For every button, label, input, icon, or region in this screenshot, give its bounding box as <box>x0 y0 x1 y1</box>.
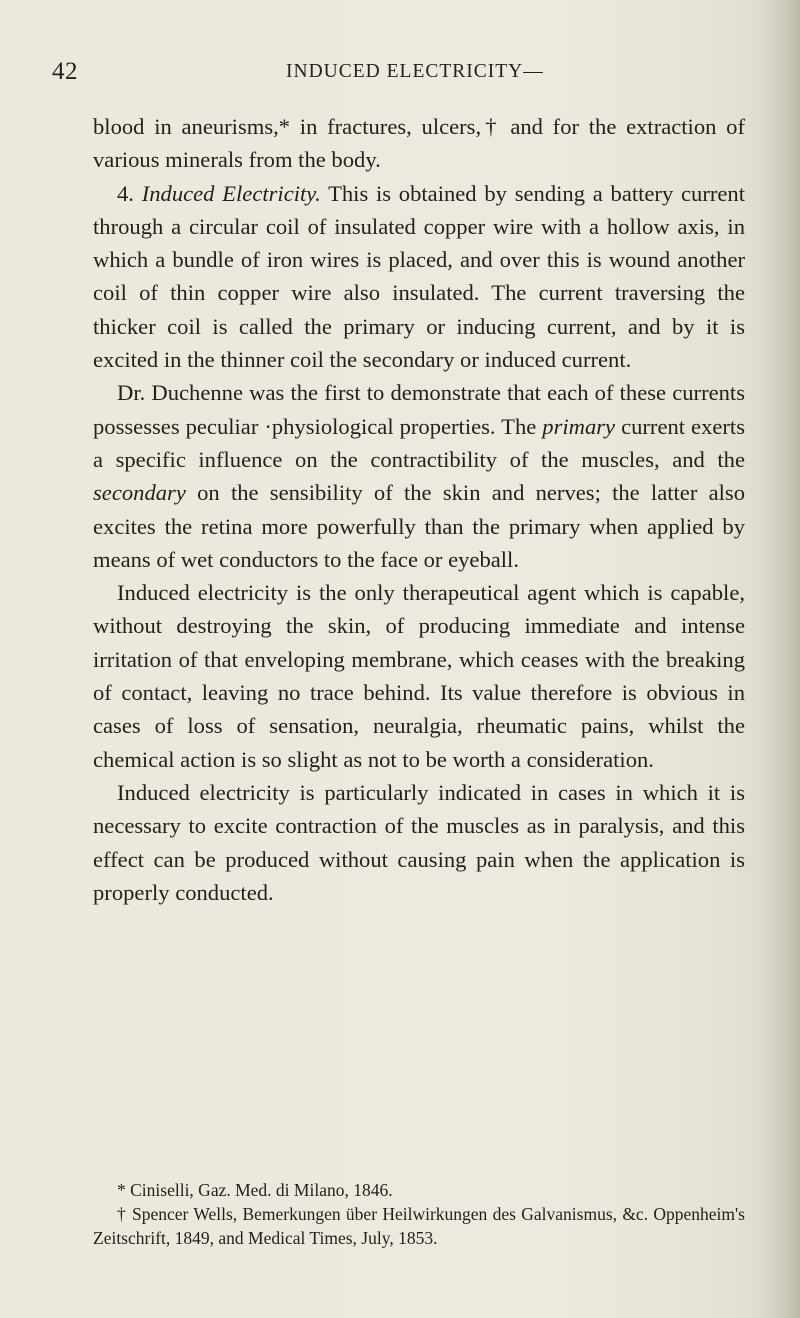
paragraph-text: Dr. Duchenne was the first to demonstrate that each of these currents possesses peculiar ·physiological properties. The <box>93 380 745 439</box>
paragraph-text: on the sensibility of the skin and nerves; the latter also excites the retina more powerfully than the primary when applied by means of wet conductors to the face or eyeball. <box>93 480 745 572</box>
running-title: INDUCED ELECTRICITY— <box>286 61 544 82</box>
paragraph-text: Induced electricity is particularly indicated in cases in which it is necessary to excite contraction of the muscles as in paralysis, and this effect can be produced without causing pain when the application is properly conducted. <box>93 779 745 905</box>
page-number: 42 <box>52 58 78 85</box>
paragraph-paralysis <box>93 776 745 909</box>
section-number: 4. <box>117 180 142 206</box>
paragraph-induced-electricity <box>93 177 745 377</box>
emphasis-secondary: secondary <box>93 480 186 506</box>
footnote-ciniselli: * Ciniselli, Gaz. Med. di Milano, 1846. <box>117 1180 393 1200</box>
body-text <box>93 110 745 909</box>
running-head <box>52 58 742 92</box>
paragraph-duchenne <box>93 376 745 576</box>
paragraph-text: Induced electricity is the only therapeutical agent which is capable, without destroying the skin, of producing immediate and intense irritation of that enveloping membrane, which ceases with the breaking of contact, leaving no trace behind. Its value therefore is obvious in cases of loss of sensation, neuralgia, rheumatic pains, whilst the chemical action is so slight as not to be worth a consideration. <box>93 580 745 772</box>
paragraph-text: current exerts a specific influence on the contractibility of the muscles, and the <box>93 413 745 472</box>
paragraph-text: This is obtained by sending a battery current through a circular coil of insulated copper wire with a hollow axis, in which a bundle of iron wires is placed, and over this is wound another coil of thin copper wire also insulated. The current traversing the thicker coil is called the primary or inducing current, and by it is excited in the thinner coil the secondary or induced current. <box>93 180 745 373</box>
footnote-spencer-wells: † Spencer Wells, Bemerkungen über Heilwirkungen des Galvanismus, &c. Oppenheim's Zeitschrift, 1849, and Medical Times, July, 1853. <box>93 1204 745 1248</box>
paragraph-aneurisms <box>93 110 745 177</box>
emphasis-primary: primary <box>542 413 616 439</box>
page-edge-shadow <box>760 0 800 1318</box>
paragraph-therapeutical-agent <box>93 576 745 776</box>
footnotes <box>93 1178 745 1250</box>
section-heading: Induced Electricity. <box>141 180 321 206</box>
paragraph-text: blood in aneurisms,* in fractures, ulcers,† and for the extraction of various minerals from the body. <box>93 114 745 173</box>
